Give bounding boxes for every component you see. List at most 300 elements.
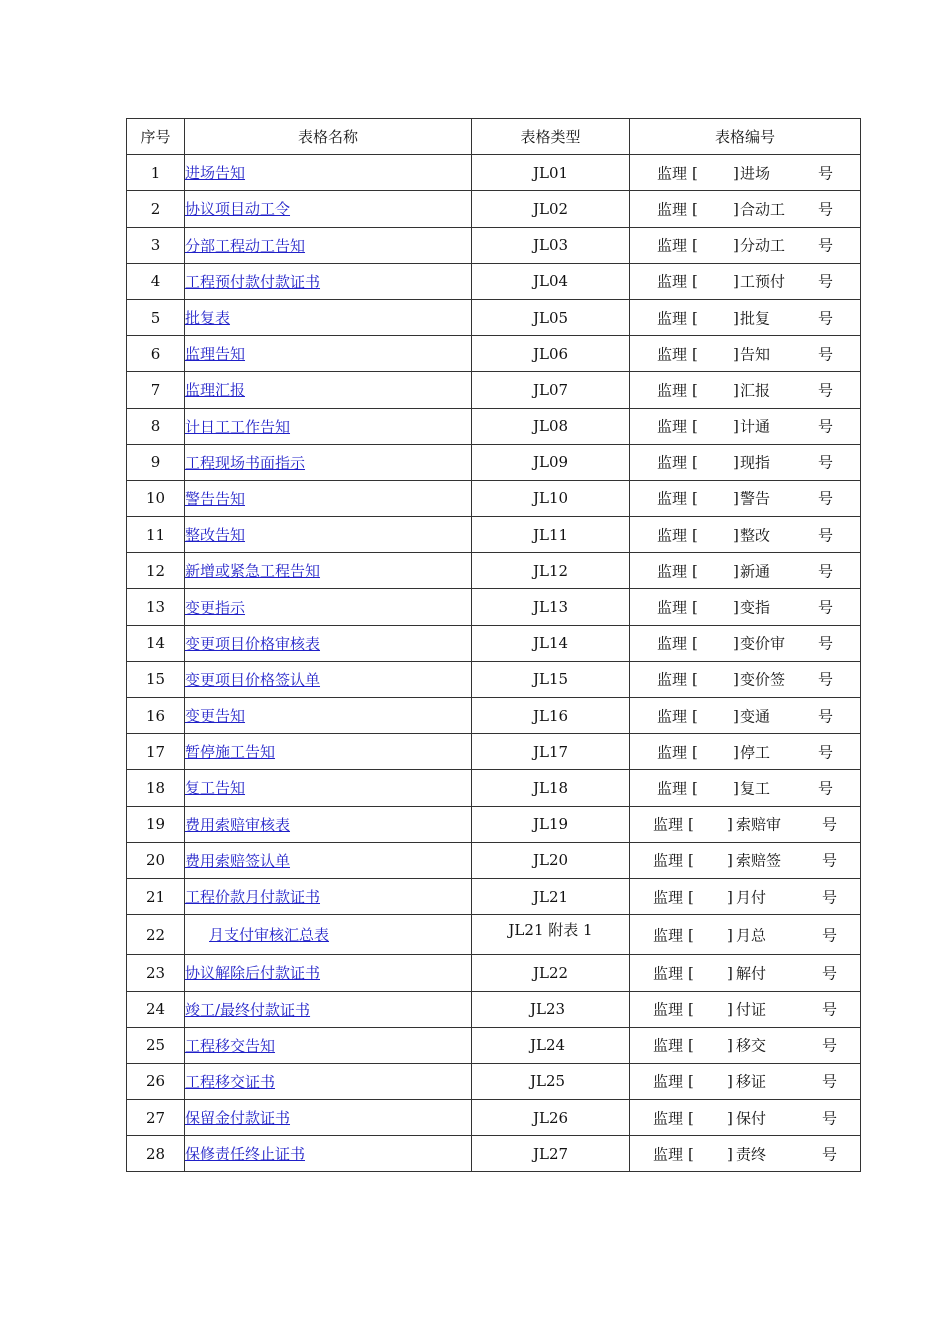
form-name-link[interactable]: 变更告知 <box>185 707 246 726</box>
form-name-link[interactable]: 新增或紧急工程告知 <box>185 562 321 581</box>
code-suffix: 号 <box>818 562 834 581</box>
form-name-link[interactable]: 分部工程动工告知 <box>185 236 306 255</box>
form-name-link[interactable]: 月支付审核汇总表 <box>209 926 330 945</box>
row-name-cell <box>185 1100 472 1136</box>
code-prefix: 监理 <box>653 964 684 983</box>
form-name-link[interactable]: 整改告知 <box>185 526 246 545</box>
form-name-link[interactable]: 费用索赔签认单 <box>185 851 291 870</box>
code-bracket-open: [ <box>688 1144 694 1163</box>
row-type: JL14 <box>472 625 630 661</box>
form-name-link[interactable]: 协议解除后付款证书 <box>185 964 321 983</box>
row-number: 21 <box>127 878 185 914</box>
code-bracket-close: ] <box>733 417 739 436</box>
row-code-cell <box>630 1063 861 1099</box>
code-bracket-open: [ <box>688 1036 694 1055</box>
row-type: JL02 <box>472 191 630 227</box>
row-code-cell <box>630 1027 861 1063</box>
row-code-cell <box>630 770 861 806</box>
row-name-cell <box>185 553 472 589</box>
row-number: 20 <box>127 842 185 878</box>
table-row <box>127 517 861 553</box>
row-number: 1 <box>127 155 185 191</box>
code-bracket-close: ] <box>727 1000 733 1019</box>
row-type: JL18 <box>472 770 630 806</box>
code-bracket-open: [ <box>692 561 698 580</box>
row-number: 13 <box>127 589 185 625</box>
row-type: JL17 <box>472 734 630 770</box>
table-row <box>127 770 861 806</box>
row-number: 17 <box>127 734 185 770</box>
table-row <box>127 1100 861 1136</box>
code-prefix: 监理 <box>653 1072 684 1091</box>
table-row <box>127 299 861 335</box>
code-abbrev: 责终 <box>736 1145 767 1164</box>
row-name-cell <box>185 336 472 372</box>
code-bracket-open: [ <box>692 417 698 436</box>
form-name-link[interactable]: 监理汇报 <box>185 381 246 400</box>
table-row <box>127 806 861 842</box>
form-name-link[interactable]: 竣工/最终付款证书 <box>185 1000 311 1019</box>
code-bracket-open: [ <box>692 272 698 291</box>
row-type: JL27 <box>472 1136 630 1172</box>
form-name-link[interactable]: 工程移交证书 <box>185 1072 276 1091</box>
row-code-cell <box>630 955 861 991</box>
code-suffix: 号 <box>818 489 834 508</box>
row-name-cell <box>185 878 472 914</box>
row-type: JL11 <box>472 517 630 553</box>
row-name-cell <box>185 408 472 444</box>
code-abbrev: 停工 <box>740 743 771 762</box>
code-abbrev: 月付 <box>736 888 767 907</box>
row-type: JL22 <box>472 955 630 991</box>
code-abbrev: 变指 <box>740 598 771 617</box>
row-number: 11 <box>127 517 185 553</box>
code-prefix: 监理 <box>653 1145 684 1164</box>
row-number: 19 <box>127 806 185 842</box>
row-type: JL09 <box>472 444 630 480</box>
row-name-cell <box>185 517 472 553</box>
row-name-cell <box>185 191 472 227</box>
row-code-cell <box>630 589 861 625</box>
row-name-cell <box>185 734 472 770</box>
row-name-cell <box>185 1136 472 1172</box>
code-suffix: 号 <box>818 526 834 545</box>
row-code-cell <box>630 661 861 697</box>
row-code-cell <box>630 336 861 372</box>
row-code-cell <box>630 1100 861 1136</box>
code-suffix: 号 <box>822 926 838 945</box>
row-name-cell <box>185 1027 472 1063</box>
code-prefix: 监理 <box>657 743 688 762</box>
code-bracket-open: [ <box>692 525 698 544</box>
row-code-cell <box>630 263 861 299</box>
form-name-link[interactable]: 费用索赔审核表 <box>185 815 291 834</box>
code-prefix: 监理 <box>657 272 688 291</box>
code-bracket-open: [ <box>692 308 698 327</box>
code-bracket-close: ] <box>733 525 739 544</box>
form-name-link[interactable]: 警告告知 <box>185 489 246 508</box>
row-type: JL12 <box>472 553 630 589</box>
row-name-cell <box>185 480 472 516</box>
code-abbrev: 变价签 <box>740 670 786 689</box>
table-row <box>127 1063 861 1099</box>
code-abbrev: 移交 <box>736 1036 767 1055</box>
code-bracket-open: [ <box>688 963 694 982</box>
code-bracket-open: [ <box>688 1000 694 1019</box>
code-abbrev: 工预付 <box>740 272 786 291</box>
code-suffix: 号 <box>822 1036 838 1055</box>
form-name-link[interactable]: 计日工工作告知 <box>185 417 291 436</box>
code-abbrev: 索赔签 <box>736 851 782 870</box>
code-bracket-close: ] <box>733 598 739 617</box>
row-type: JL21 <box>472 878 630 914</box>
row-code-cell <box>630 227 861 263</box>
code-bracket-close: ] <box>733 163 739 182</box>
row-code-cell <box>630 878 861 914</box>
table-row <box>127 955 861 991</box>
row-name-cell <box>185 299 472 335</box>
row-type: JL10 <box>472 480 630 516</box>
row-code-cell <box>630 480 861 516</box>
code-prefix: 监理 <box>653 888 684 907</box>
row-code-cell <box>630 408 861 444</box>
row-name-cell <box>185 155 472 191</box>
code-abbrev: 复工 <box>740 779 771 798</box>
code-prefix: 监理 <box>657 453 688 472</box>
code-bracket-close: ] <box>733 706 739 725</box>
row-number: 28 <box>127 1136 185 1172</box>
form-name-link[interactable]: 变更项目价格签认单 <box>185 670 321 689</box>
row-name-cell <box>185 372 472 408</box>
row-name-cell <box>185 589 472 625</box>
code-bracket-close: ] <box>733 308 739 327</box>
row-name-cell <box>185 770 472 806</box>
code-suffix: 号 <box>818 236 834 255</box>
code-suffix: 号 <box>818 634 834 653</box>
row-number: 14 <box>127 625 185 661</box>
code-abbrev: 变价审 <box>740 634 786 653</box>
form-name-link[interactable]: 工程预付款付款证书 <box>185 272 321 291</box>
code-bracket-close: ] <box>733 236 739 255</box>
row-number: 5 <box>127 299 185 335</box>
row-number: 6 <box>127 336 185 372</box>
code-prefix: 监理 <box>657 670 688 689</box>
row-number: 2 <box>127 191 185 227</box>
code-abbrev: 批复 <box>740 309 771 328</box>
row-number: 27 <box>127 1100 185 1136</box>
row-name-cell <box>185 1063 472 1099</box>
row-number: 4 <box>127 263 185 299</box>
code-suffix: 号 <box>818 417 834 436</box>
row-code-cell <box>630 444 861 480</box>
code-bracket-open: [ <box>692 598 698 617</box>
code-prefix: 监理 <box>657 164 688 183</box>
row-type: JL23 <box>472 991 630 1027</box>
code-abbrev: 整改 <box>740 526 771 545</box>
code-bracket-close: ] <box>727 925 733 944</box>
code-bracket-open: [ <box>692 344 698 363</box>
code-bracket-close: ] <box>727 963 733 982</box>
row-name-cell <box>185 625 472 661</box>
row-code-cell <box>630 991 861 1027</box>
table-row <box>127 336 861 372</box>
code-prefix: 监理 <box>657 236 688 255</box>
row-name-cell <box>185 806 472 842</box>
code-suffix: 号 <box>818 707 834 726</box>
code-prefix: 监理 <box>653 851 684 870</box>
code-bracket-open: [ <box>688 815 694 834</box>
code-abbrev: 付证 <box>736 1000 767 1019</box>
row-code-cell <box>630 299 861 335</box>
table-row <box>127 991 861 1027</box>
code-bracket-close: ] <box>733 199 739 218</box>
header-no: 序号 <box>127 119 185 155</box>
form-name-link[interactable]: 进场告知 <box>185 164 246 183</box>
code-suffix: 号 <box>818 381 834 400</box>
row-type: JL07 <box>472 372 630 408</box>
code-bracket-close: ] <box>727 1036 733 1055</box>
table-row <box>127 191 861 227</box>
code-prefix: 监理 <box>657 345 688 364</box>
row-number: 23 <box>127 955 185 991</box>
row-number: 26 <box>127 1063 185 1099</box>
code-prefix: 监理 <box>657 707 688 726</box>
form-name-link[interactable]: 工程价款月付款证书 <box>185 888 321 907</box>
row-code-cell <box>630 734 861 770</box>
code-prefix: 监理 <box>657 309 688 328</box>
row-number: 22 <box>127 915 185 955</box>
header-type: 表格类型 <box>472 119 630 155</box>
code-prefix: 监理 <box>657 779 688 798</box>
row-number: 16 <box>127 698 185 734</box>
code-bracket-open: [ <box>692 634 698 653</box>
table-row <box>127 553 861 589</box>
code-abbrev: 保付 <box>736 1109 767 1128</box>
table-row <box>127 408 861 444</box>
table-row <box>127 878 861 914</box>
row-code-cell <box>630 806 861 842</box>
header-name: 表格名称 <box>185 119 472 155</box>
row-type: JL15 <box>472 661 630 697</box>
form-name-link[interactable]: 批复表 <box>185 309 231 328</box>
form-name-link[interactable]: 协议项目动工令 <box>185 200 291 219</box>
row-type: JL19 <box>472 806 630 842</box>
table-row <box>127 589 861 625</box>
row-type: JL13 <box>472 589 630 625</box>
code-prefix: 监理 <box>653 815 684 834</box>
row-type: JL20 <box>472 842 630 878</box>
row-type: JL24 <box>472 1027 630 1063</box>
row-code-cell <box>630 915 861 955</box>
row-type: JL26 <box>472 1100 630 1136</box>
code-suffix: 号 <box>818 743 834 762</box>
row-number: 18 <box>127 770 185 806</box>
code-suffix: 号 <box>818 272 834 291</box>
form-name-link[interactable]: 保修责任终止证书 <box>185 1145 306 1164</box>
code-abbrev: 现指 <box>740 453 771 472</box>
code-suffix: 号 <box>818 779 834 798</box>
row-type: JL03 <box>472 227 630 263</box>
code-abbrev: 计通 <box>740 417 771 436</box>
code-prefix: 监理 <box>653 1036 684 1055</box>
row-code-cell <box>630 517 861 553</box>
code-abbrev: 月总 <box>736 926 767 945</box>
header-code: 表格编号 <box>630 119 861 155</box>
row-code-cell <box>630 155 861 191</box>
code-bracket-close: ] <box>733 778 739 797</box>
row-code-cell <box>630 1136 861 1172</box>
code-suffix: 号 <box>822 1000 838 1019</box>
code-abbrev: 警告 <box>740 489 771 508</box>
code-abbrev: 新通 <box>740 562 771 581</box>
code-suffix: 号 <box>822 1145 838 1164</box>
code-abbrev: 变通 <box>740 707 771 726</box>
code-bracket-close: ] <box>733 453 739 472</box>
table-row <box>127 625 861 661</box>
row-name-cell <box>185 661 472 697</box>
table-row <box>127 480 861 516</box>
row-type: JL21 附表 1 <box>472 915 630 955</box>
row-type: JL01 <box>472 155 630 191</box>
form-name-link[interactable]: 保留金付款证书 <box>185 1109 291 1128</box>
form-name-link[interactable]: 复工告知 <box>185 779 246 798</box>
code-bracket-close: ] <box>727 887 733 906</box>
code-bracket-open: [ <box>688 851 694 870</box>
code-suffix: 号 <box>818 670 834 689</box>
code-suffix: 号 <box>818 598 834 617</box>
row-type: JL05 <box>472 299 630 335</box>
code-bracket-close: ] <box>733 561 739 580</box>
row-number: 15 <box>127 661 185 697</box>
code-prefix: 监理 <box>657 526 688 545</box>
table-row <box>127 734 861 770</box>
row-name-cell <box>185 842 472 878</box>
code-bracket-close: ] <box>733 634 739 653</box>
row-code-cell <box>630 698 861 734</box>
table-row <box>127 915 861 955</box>
code-bracket-open: [ <box>692 163 698 182</box>
code-prefix: 监理 <box>657 598 688 617</box>
code-bracket-close: ] <box>727 815 733 834</box>
row-type: JL04 <box>472 263 630 299</box>
code-suffix: 号 <box>818 164 834 183</box>
code-prefix: 监理 <box>657 562 688 581</box>
code-bracket-open: [ <box>692 380 698 399</box>
forms-table <box>126 118 861 1172</box>
row-type: JL06 <box>472 336 630 372</box>
table-row <box>127 444 861 480</box>
code-bracket-close: ] <box>733 489 739 508</box>
table-row <box>127 372 861 408</box>
row-number: 25 <box>127 1027 185 1063</box>
code-bracket-close: ] <box>733 272 739 291</box>
code-abbrev: 解付 <box>736 964 767 983</box>
row-code-cell <box>630 191 861 227</box>
row-type: JL16 <box>472 698 630 734</box>
code-prefix: 监理 <box>657 381 688 400</box>
table-row <box>127 698 861 734</box>
row-type: JL25 <box>472 1063 630 1099</box>
form-name-link[interactable]: 工程现场书面指示 <box>185 453 306 472</box>
code-bracket-open: [ <box>692 453 698 472</box>
code-abbrev: 移证 <box>736 1072 767 1091</box>
code-prefix: 监理 <box>653 1109 684 1128</box>
code-abbrev: 告知 <box>740 345 771 364</box>
code-bracket-open: [ <box>692 778 698 797</box>
code-prefix: 监理 <box>657 634 688 653</box>
code-suffix: 号 <box>822 815 838 834</box>
code-prefix: 监理 <box>657 417 688 436</box>
code-bracket-open: [ <box>688 925 694 944</box>
code-bracket-close: ] <box>733 742 739 761</box>
row-name-cell <box>185 698 472 734</box>
form-name-link[interactable]: 变更指示 <box>185 598 246 617</box>
code-suffix: 号 <box>822 1109 838 1128</box>
code-bracket-close: ] <box>733 344 739 363</box>
code-suffix: 号 <box>822 851 838 870</box>
code-bracket-close: ] <box>727 1072 733 1091</box>
row-type: JL08 <box>472 408 630 444</box>
row-code-cell <box>630 553 861 589</box>
code-prefix: 监理 <box>657 489 688 508</box>
code-bracket-open: [ <box>692 706 698 725</box>
table-row <box>127 227 861 263</box>
table-row <box>127 842 861 878</box>
code-suffix: 号 <box>818 309 834 328</box>
row-name-cell <box>185 227 472 263</box>
code-bracket-open: [ <box>692 742 698 761</box>
form-name-link[interactable]: 工程移交告知 <box>185 1036 276 1055</box>
table-body <box>127 155 861 1172</box>
row-number: 9 <box>127 444 185 480</box>
code-prefix: 监理 <box>653 1000 684 1019</box>
row-name-cell <box>185 444 472 480</box>
code-bracket-open: [ <box>692 236 698 255</box>
header-row <box>127 119 861 155</box>
code-bracket-close: ] <box>727 1108 733 1127</box>
row-number: 10 <box>127 480 185 516</box>
code-bracket-open: [ <box>692 489 698 508</box>
form-name-link[interactable]: 监理告知 <box>185 345 246 364</box>
row-name-cell <box>185 955 472 991</box>
row-number: 3 <box>127 227 185 263</box>
code-suffix: 号 <box>822 888 838 907</box>
row-code-cell <box>630 625 861 661</box>
code-bracket-open: [ <box>692 199 698 218</box>
row-code-cell <box>630 372 861 408</box>
code-bracket-open: [ <box>692 670 698 689</box>
code-suffix: 号 <box>822 1072 838 1091</box>
row-number: 24 <box>127 991 185 1027</box>
code-suffix: 号 <box>822 964 838 983</box>
code-suffix: 号 <box>818 453 834 472</box>
code-bracket-open: [ <box>688 887 694 906</box>
form-name-link[interactable]: 暂停施工告知 <box>185 743 276 762</box>
table-row <box>127 155 861 191</box>
code-bracket-open: [ <box>688 1072 694 1091</box>
code-abbrev: 合动工 <box>740 200 786 219</box>
code-bracket-close: ] <box>727 1144 733 1163</box>
row-name-cell <box>185 915 472 955</box>
form-name-link[interactable]: 变更项目价格审核表 <box>185 634 321 653</box>
table-row <box>127 1136 861 1172</box>
code-prefix: 监理 <box>657 200 688 219</box>
row-number: 12 <box>127 553 185 589</box>
row-number: 7 <box>127 372 185 408</box>
row-name-cell <box>185 991 472 1027</box>
code-bracket-open: [ <box>688 1108 694 1127</box>
code-bracket-close: ] <box>733 380 739 399</box>
